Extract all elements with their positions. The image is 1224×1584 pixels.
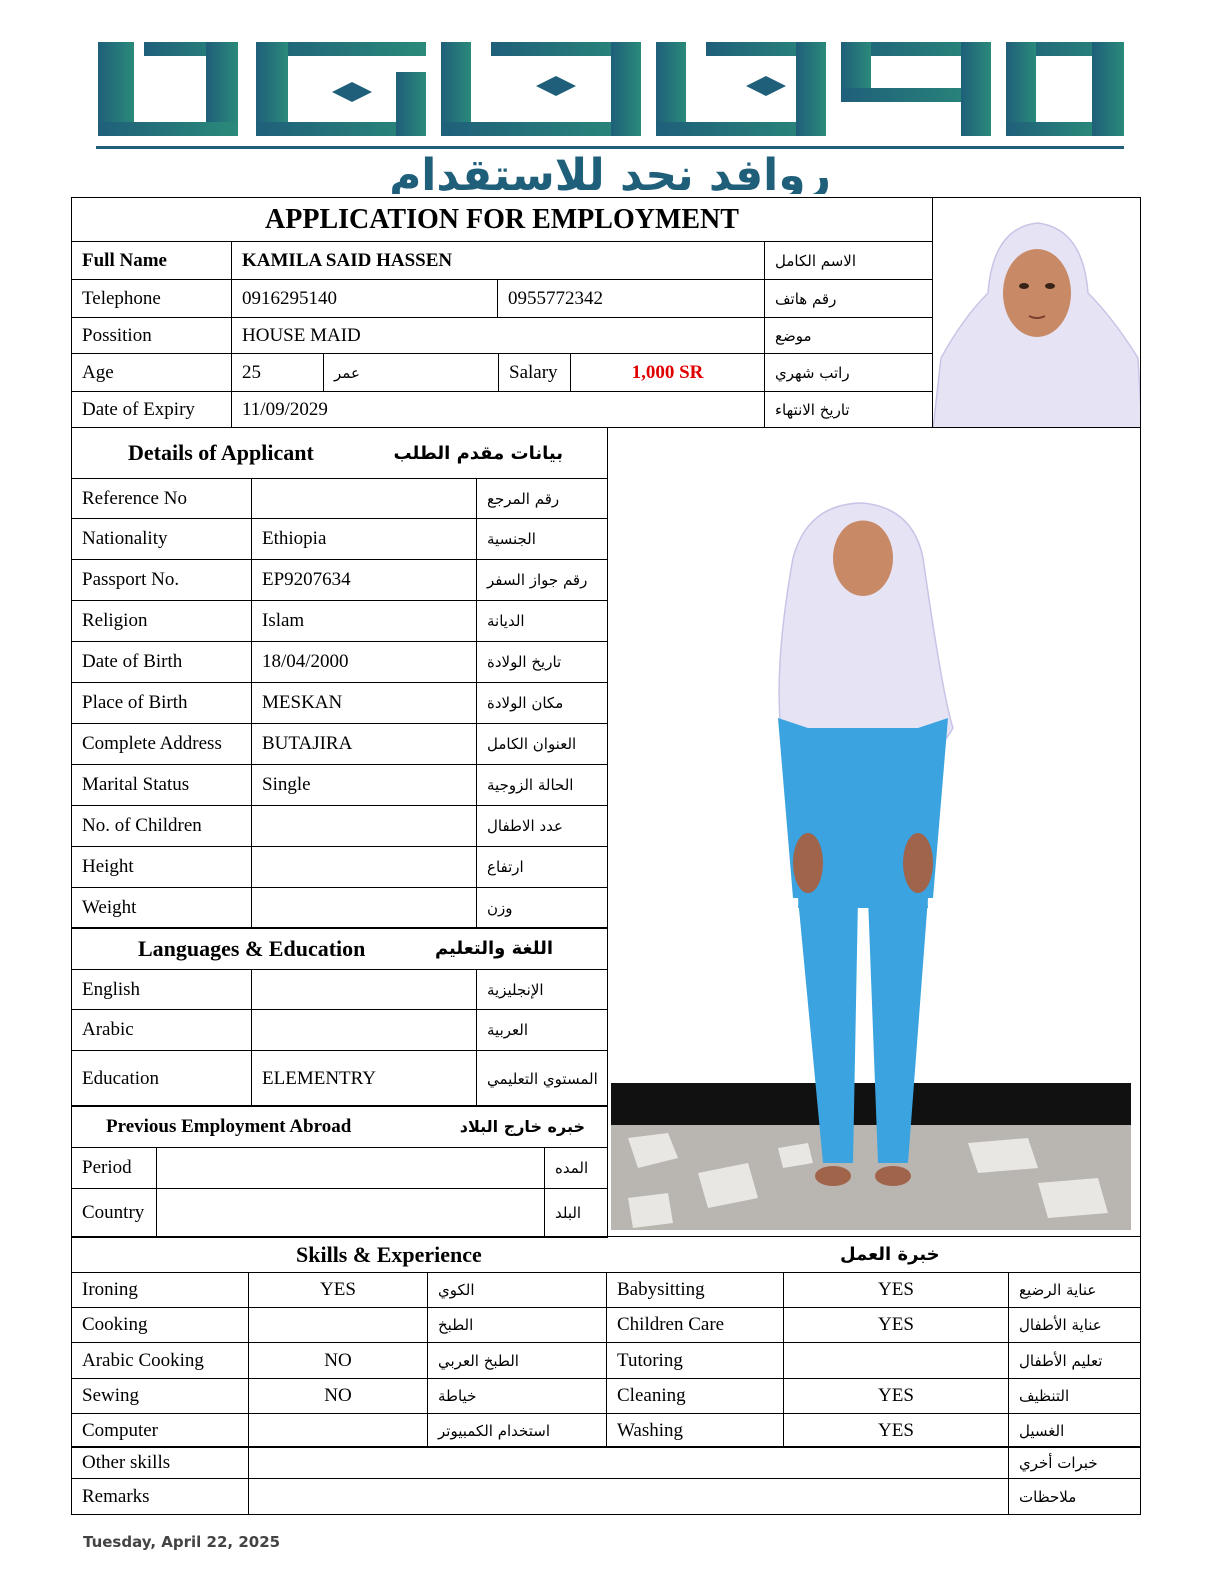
skill-label-ar: الطبخ العربي: [427, 1342, 607, 1379]
portrait-photo: [932, 197, 1141, 428]
footer-date: Tuesday, April 22, 2025: [83, 1533, 281, 1551]
details-row-label-ar: تاريخ الولادة: [476, 641, 608, 683]
skills-heading-row: [71, 1236, 1141, 1273]
logo-graphic: [96, 42, 1124, 194]
other-value: [248, 1446, 1009, 1479]
skill-value: YES: [783, 1378, 1009, 1414]
skill-value: YES: [783, 1413, 1009, 1448]
details-row-value: [251, 478, 477, 519]
skill-label-ar: التنظيف: [1008, 1378, 1141, 1414]
skill-value: NO: [248, 1378, 428, 1414]
position-value: HOUSE MAID: [231, 317, 765, 354]
details-row-value: Islam: [251, 600, 477, 642]
remarks-label-ar: ملاحظات: [1008, 1478, 1141, 1515]
languages-heading-ar: اللغة والتعليم: [434, 938, 553, 959]
previous-heading: Previous Employment Abroad: [106, 1115, 352, 1137]
languages-heading-row: [71, 927, 608, 970]
details-row-label: No. of Children: [71, 805, 252, 847]
expiry-label: Date of Expiry: [71, 391, 232, 428]
previous-row-value: [156, 1188, 545, 1238]
full-name-label-ar: الاسم الكامل: [764, 241, 933, 280]
position-label: Possition: [71, 317, 232, 354]
language-row-label-ar: العربية: [476, 1009, 608, 1051]
age-label: Age: [71, 353, 232, 392]
skills-heading-ar: خبرة العمل: [840, 1244, 940, 1265]
skill-label-ar: الغسيل: [1008, 1413, 1141, 1448]
telephone-label-ar: رقم هاتف: [764, 279, 933, 318]
language-row-value: ELEMENTRY: [251, 1050, 477, 1107]
previous-row-label: Period: [71, 1147, 157, 1189]
full-name-value: KAMILA SAID HASSEN: [231, 241, 765, 280]
age-value: 25: [231, 353, 324, 392]
skill-value: NO: [248, 1342, 428, 1379]
previous-row-label-ar: البلد: [544, 1188, 608, 1238]
skill-value: YES: [783, 1307, 1009, 1343]
previous-row-label: Country: [71, 1188, 157, 1238]
skill-label-ar: تعليم الأطفال: [1008, 1342, 1141, 1379]
details-heading-ar: بيانات مقدم الطلب: [393, 442, 563, 464]
salary-value: 1,000 SR: [570, 353, 765, 392]
page-title: APPLICATION FOR EMPLOYMENT: [71, 197, 933, 242]
details-row-label: Marital Status: [71, 764, 252, 806]
details-row-label: Date of Birth: [71, 641, 252, 683]
details-row-label: Religion: [71, 600, 252, 642]
skill-label: Washing: [606, 1413, 784, 1448]
details-row-label: Nationality: [71, 518, 252, 560]
skill-label: Ironing: [71, 1272, 249, 1308]
details-row-label: Reference No: [71, 478, 252, 519]
language-row-label-ar: الإنجليزية: [476, 969, 608, 1010]
previous-heading-ar: خبره خارج البلاد: [459, 1117, 585, 1136]
details-row-label: Place of Birth: [71, 682, 252, 724]
skill-label: Babysitting: [606, 1272, 784, 1308]
position-label-ar: موضع: [764, 317, 933, 354]
company-logo: [96, 42, 1124, 194]
previous-heading-row: [71, 1105, 608, 1148]
details-row-value: Single: [251, 764, 477, 806]
details-heading-row: [71, 427, 608, 479]
salary-label: Salary: [498, 353, 571, 392]
details-row-value: [251, 887, 477, 929]
details-row-value: BUTAJIRA: [251, 723, 477, 765]
details-row-value: EP9207634: [251, 559, 477, 601]
language-row-label: Arabic: [71, 1009, 252, 1051]
details-row-label-ar: الحالة الزوجية: [476, 764, 608, 806]
expiry-label-ar: تاريخ الانتهاء: [764, 391, 933, 428]
skill-label: Sewing: [71, 1378, 249, 1414]
telephone-value-2: 0955772342: [497, 279, 765, 318]
skill-value: YES: [783, 1272, 1009, 1308]
details-row-label-ar: الجنسية: [476, 518, 608, 560]
skills-heading: Skills & Experience: [296, 1241, 482, 1267]
details-row-label: Weight: [71, 887, 252, 929]
skill-value: [248, 1307, 428, 1343]
details-row-label-ar: وزن: [476, 887, 608, 929]
remarks-label: Remarks: [71, 1478, 249, 1515]
previous-row-value: [156, 1147, 545, 1189]
skill-label: Computer: [71, 1413, 249, 1448]
salary-label-ar: راتب شهري: [764, 353, 933, 392]
skill-label: Arabic Cooking: [71, 1342, 249, 1379]
previous-row-label-ar: المده: [544, 1147, 608, 1189]
other-label-ar: خبرات أخري: [1008, 1446, 1141, 1479]
skill-value: [783, 1342, 1009, 1379]
remarks-value: [248, 1478, 1009, 1515]
other-label: Other skills: [71, 1446, 249, 1479]
details-row-value: MESKAN: [251, 682, 477, 724]
skill-label: Cooking: [71, 1307, 249, 1343]
details-heading: Details of Applicant: [128, 440, 314, 465]
languages-heading: Languages & Education: [138, 935, 366, 961]
details-row-value: [251, 805, 477, 847]
age-label-ar: عمر: [323, 353, 499, 392]
language-row-label-ar: المستوي التعليمي: [476, 1050, 608, 1107]
skill-value: [248, 1413, 428, 1448]
details-row-label: Passport No.: [71, 559, 252, 601]
full-body-photo: [607, 427, 1141, 1237]
skill-label-ar: الطبخ: [427, 1307, 607, 1343]
skill-label-ar: عناية الأطفال: [1008, 1307, 1141, 1343]
details-row-label-ar: مكان الولادة: [476, 682, 608, 724]
skill-label-ar: استخدام الكمبيوتر: [427, 1413, 607, 1448]
expiry-value: 11/09/2029: [231, 391, 765, 428]
details-row-value: 18/04/2000: [251, 641, 477, 683]
details-row-label: Complete Address: [71, 723, 252, 765]
skill-label: Cleaning: [606, 1378, 784, 1414]
language-row-label: Education: [71, 1050, 252, 1107]
language-row-label: English: [71, 969, 252, 1010]
skill-label: Tutoring: [606, 1342, 784, 1379]
language-row-value: [251, 1009, 477, 1051]
skill-label-ar: خياطة: [427, 1378, 607, 1414]
skill-label: Children Care: [606, 1307, 784, 1343]
details-row-label-ar: رقم المرجع: [476, 478, 608, 519]
skill-label-ar: الكوي: [427, 1272, 607, 1308]
details-row-label-ar: العنوان الكامل: [476, 723, 608, 765]
details-row-value: [251, 846, 477, 888]
details-row-label-ar: الديانة: [476, 600, 608, 642]
skill-value: YES: [248, 1272, 428, 1308]
logo-arabic-text: روافد نجد للاستقدام: [389, 150, 831, 194]
details-row-label-ar: ارتفاع: [476, 846, 608, 888]
language-row-value: [251, 969, 477, 1010]
skill-label-ar: عناية الرضيع: [1008, 1272, 1141, 1308]
telephone-value-1: 0916295140: [231, 279, 498, 318]
details-row-label: Height: [71, 846, 252, 888]
telephone-label: Telephone: [71, 279, 232, 318]
details-row-label-ar: رقم جواز السفر: [476, 559, 608, 601]
details-row-label-ar: عدد الاطفال: [476, 805, 608, 847]
full-name-label: Full Name: [71, 241, 232, 280]
details-row-value: Ethiopia: [251, 518, 477, 560]
